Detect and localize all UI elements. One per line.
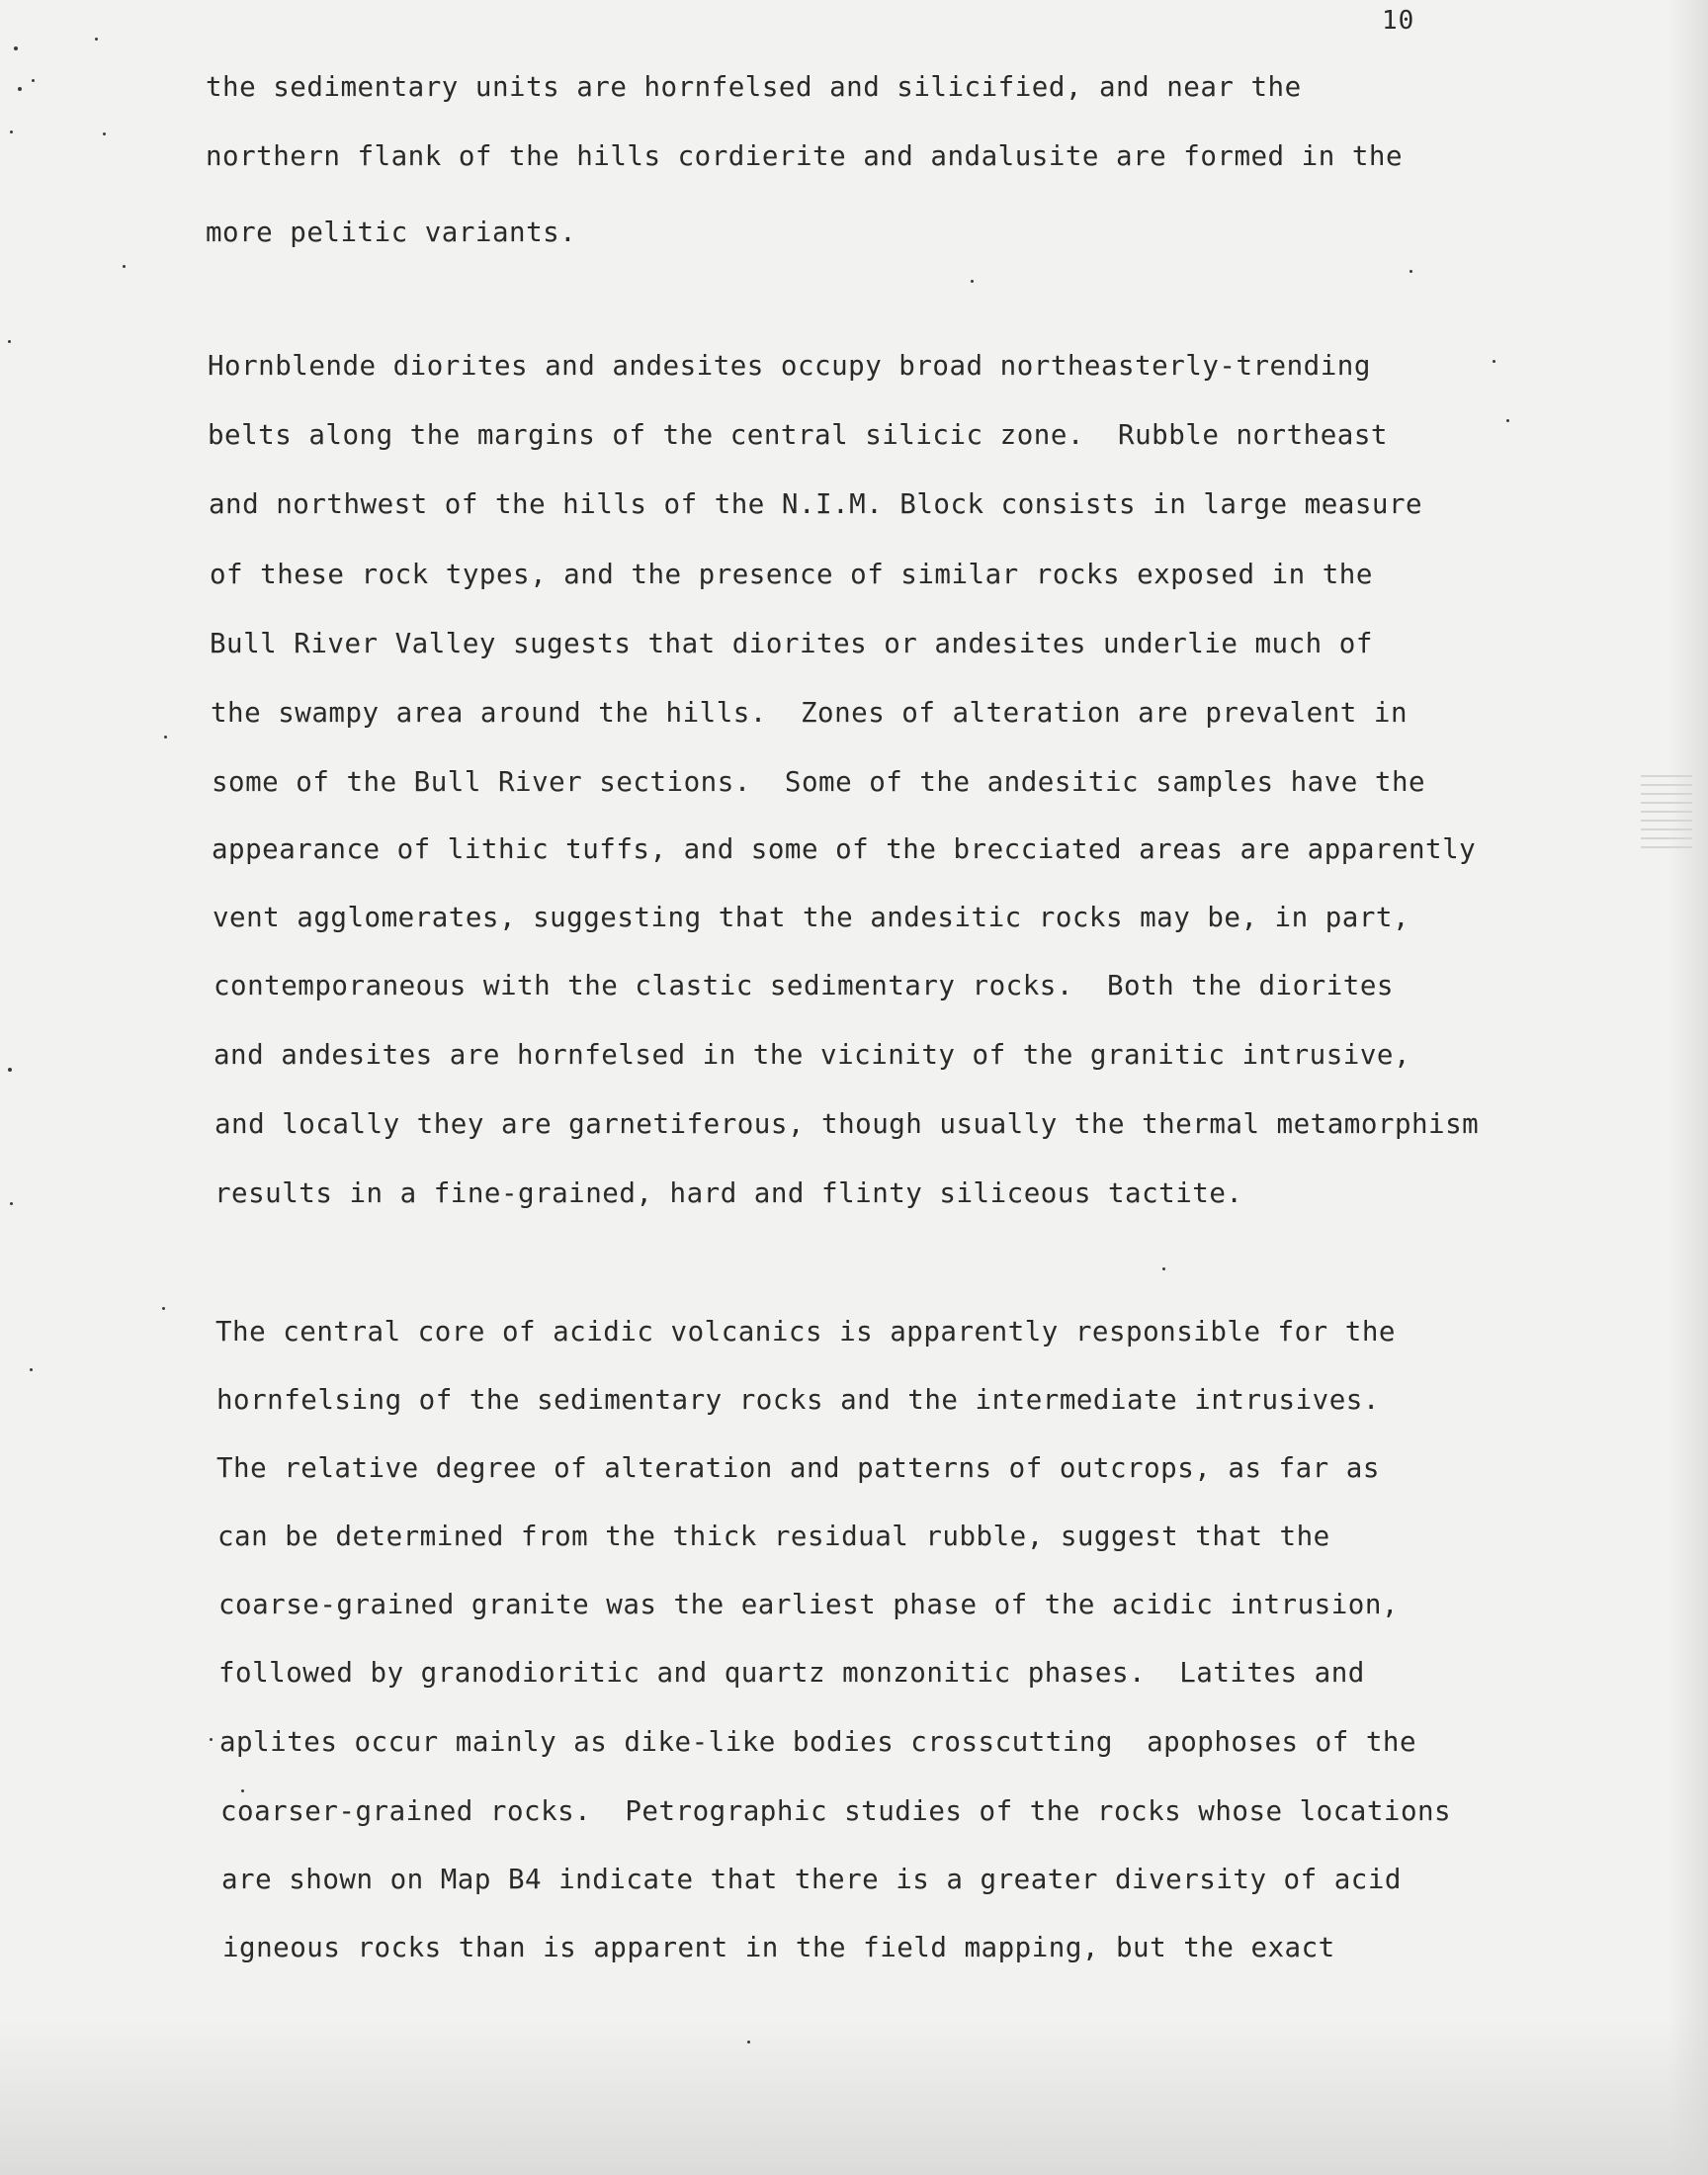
text-line: igneous rocks than is apparent in the field mapping, but the exact	[222, 1932, 1335, 1963]
dust-speck	[8, 340, 11, 343]
text-line: Bull River Valley sugests that diorites or andesites underlie much of	[210, 628, 1373, 659]
text-line: coarser-grained rocks. Petrographic studies of the rocks whose locations	[220, 1795, 1452, 1827]
dust-speck	[1162, 1267, 1165, 1270]
text-line: The central core of acidic volcanics is apparently responsible for the	[215, 1316, 1396, 1348]
dust-speck	[32, 79, 35, 82]
text-line: appearance of lithic tuffs, and some of the brecciated areas are apparently	[212, 833, 1477, 865]
text-line: northern flank of the hills cordierite and andalusite are formed in the	[206, 140, 1404, 172]
text-line: are shown on Map B4 indicate that there is a greater diversity of acid	[221, 1864, 1402, 1895]
dust-speck	[162, 1307, 165, 1310]
text-line: can be determined from the thick residual rubble, suggest that the	[217, 1521, 1330, 1552]
dust-speck	[241, 1789, 244, 1792]
text-line: and andesites are hornfelsed in the vicinity of the granitic intrusive,	[214, 1039, 1411, 1071]
scan-shadow	[0, 2017, 1708, 2175]
dust-speck	[8, 1068, 12, 1072]
dust-speck	[103, 132, 106, 135]
text-line: followed by granodioritic and quartz monzonitic phases. Latites and	[218, 1657, 1365, 1689]
text-line: and northwest of the hills of the N.I.M. Block consists in large measure	[209, 488, 1423, 520]
text-line: The relative degree of alteration and patterns of outcrops, as far as	[216, 1452, 1380, 1484]
dust-speck	[18, 87, 22, 91]
text-line: belts along the margins of the central silicic zone. Rubble northeast	[208, 419, 1388, 451]
text-line: more pelitic variants.	[206, 217, 577, 248]
dust-speck	[30, 1368, 33, 1371]
text-line: hornfelsing of the sedimentary rocks and the intermediate intrusives.	[216, 1384, 1380, 1416]
dust-speck	[10, 130, 13, 133]
dust-speck	[210, 1738, 213, 1741]
dust-speck	[10, 1202, 13, 1205]
text-line: coarse-grained granite was the earliest phase of the acidic intrusion,	[218, 1589, 1399, 1620]
dust-speck	[1493, 360, 1495, 363]
dust-speck	[1506, 419, 1509, 422]
page-number: 10	[1382, 6, 1415, 36]
dust-speck	[164, 736, 167, 739]
text-line: the swampy area around the hills. Zones of alteration are prevalent in	[211, 697, 1409, 729]
text-line: Hornblende diorites and andesites occupy broad northeasterly-trending	[208, 350, 1371, 382]
text-line: the sedimentary units are hornfelsed and silicified, and near the	[206, 71, 1302, 103]
dust-speck	[95, 38, 98, 41]
edge-shadow	[1668, 0, 1708, 2175]
dust-speck	[14, 46, 18, 50]
text-line: and locally they are garnetiferous, though usually the thermal metamorphism	[214, 1108, 1480, 1140]
text-line: contemporaneous with the clastic sedimentary rocks. Both the diorites	[214, 970, 1394, 1001]
text-line: some of the Bull River sections. Some of the andesitic samples have the	[212, 766, 1426, 798]
dust-speck	[1409, 270, 1412, 273]
text-line: aplites occur mainly as dike-like bodies crosscutting apophoses of the	[219, 1726, 1417, 1758]
dust-speck	[971, 280, 974, 283]
text-line: vent agglomerates, suggesting that the andesitic rocks may be, in part,	[213, 902, 1410, 933]
text-line: of these rock types, and the presence of similar rocks exposed in the	[210, 559, 1373, 590]
dust-speck	[747, 2041, 750, 2044]
dust-speck	[123, 265, 126, 268]
text-line: results in a fine-grained, hard and flinty siliceous tactite.	[214, 1177, 1243, 1209]
